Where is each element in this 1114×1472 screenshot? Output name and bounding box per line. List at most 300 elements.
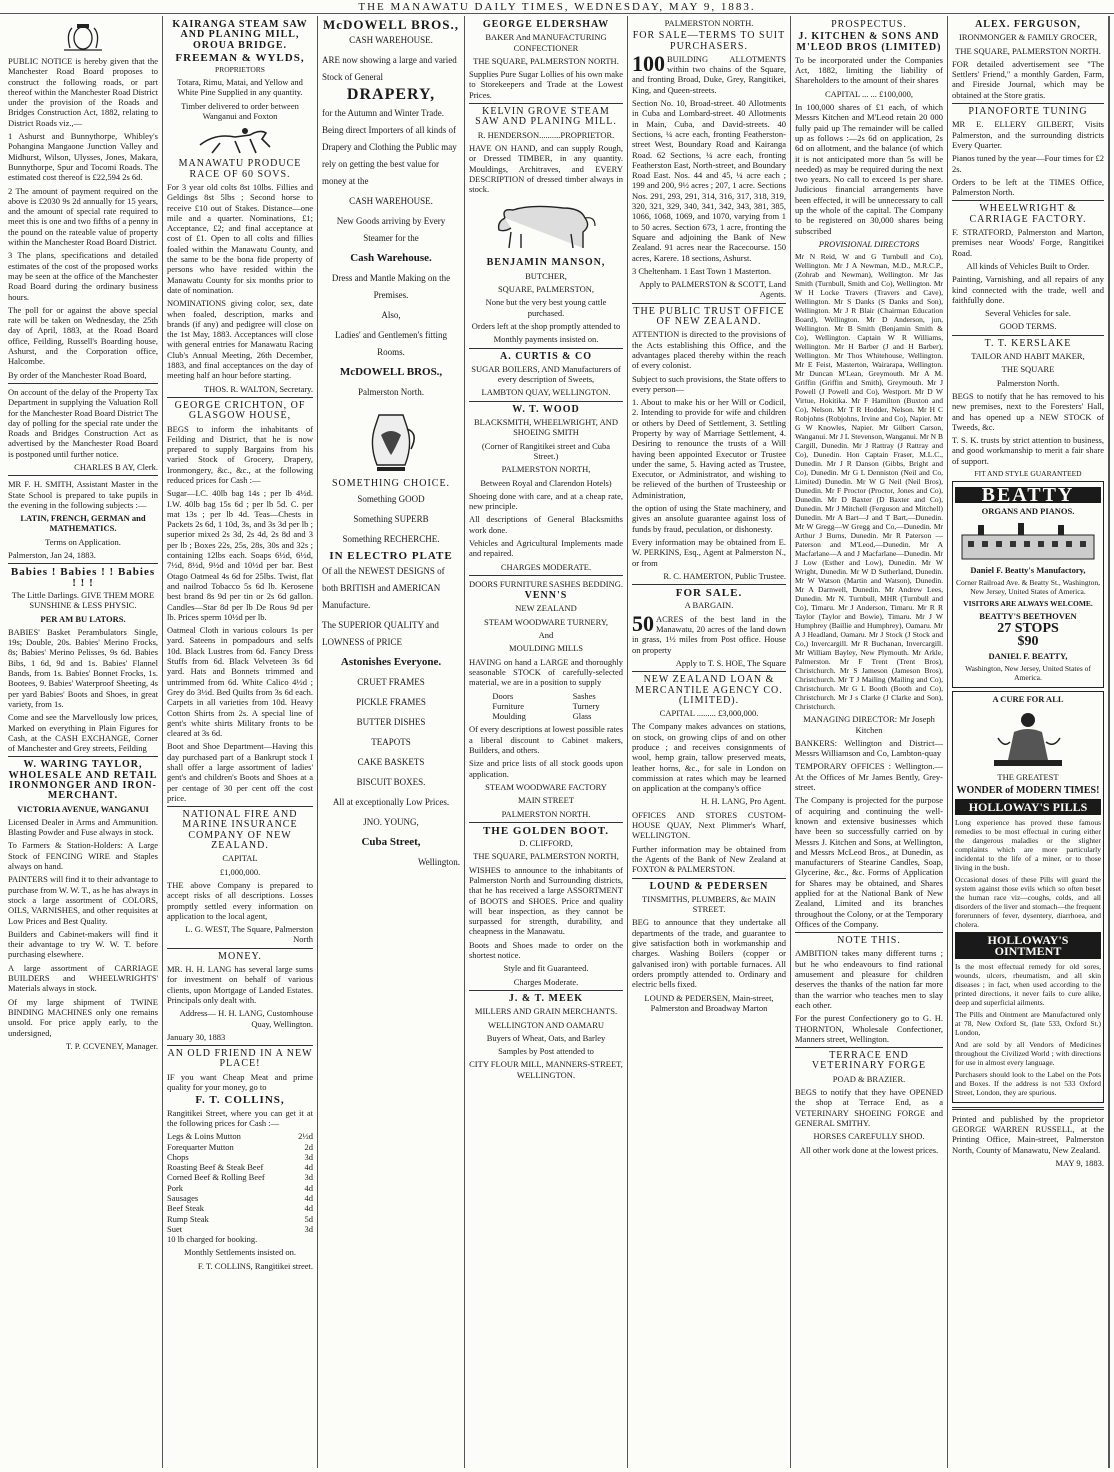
venn-item: Furniture: [492, 700, 524, 711]
collins-signature: F. T. COLLINS, Rangitikei street.: [197, 1260, 313, 1271]
baker-sub: BAKER And MANUFACTURING CONFECTIONER: [485, 32, 607, 53]
crichton-heading: GEORGE CRICHTON, OF GLASGOW HOUSE,: [174, 399, 306, 422]
wellington-label: Wellington.: [417, 857, 460, 868]
painters-ad: PAINTERS will find it to their advantage to purchase from W. W. T., as he has always in stock a large assortment of COLORS, OILS, VARNISHES, and other requisites at Low Prices and Best Quality.: [8, 874, 158, 926]
waring-address: VICTORIA AVENUE, WANGANUI: [17, 803, 149, 814]
mcdowell-signature: McDOWELL BROS.,: [339, 365, 443, 378]
divider: [167, 806, 313, 807]
lang-further: Further information may be obtained from the Agents of the Bank of New Zealand at FOXTON & PALMERSTON.: [632, 843, 786, 875]
fifty-acres-body: 50 ACRES of the best land in the Manawatu, 20 acres of the land down in grass, 1½ miles from Post office. House on property: [632, 610, 786, 655]
masthead: THE MANAWATU DAILY TIMES, WEDNESDAY, MAY 9, 1883.: [0, 0, 1114, 14]
notice-item-1: 1 Ashurst and Bunnythorpe, Whibley's Pohangina Mangaone Junction Valley and Midhurst, Wilson, Ulysses, Jones, Makara, Bunnythorpe, Spur and Tocomi Roads. The estimated cost thereof is £22,594 2s 6d.: [8, 131, 158, 183]
electro-plate-heading: IN ELECTRO PLATE: [329, 549, 453, 562]
horses-shod: HORSES CAREFULLY SHOD.: [813, 1131, 925, 1142]
crichton-price-list: Sugar—I.C. 40lb bag 14s ; per lb 4½d. I.W. 40lb bag 15s 6d ; per lb 5d. C. per mat 13s ; per lb 4d. Teas—Chests in Packets 2s 6d, 1 10d, 3s, and 3s 3d per lb ; superior mixed 2s 3d, 2s 4d, 2s 8d and 3 per lb ; Boxes 22s, 25s, 28s, 30s and 32s ; containing 12lbs each. Soaps 6½d, 6½d, 7½d, 8½d, 9½d and 10½d per bar. Best Otago Oatmeal 4s 6d for 25lbs. Twist, flat and nailrod Tobacco 5s 6d lb. Kerosene best brand 8s 9d per tin or 2s 6d gallon. Candles—Star 8d per lb De Rous 9d per lb. Prices sperm 10½d per lb.: [167, 488, 313, 622]
column-6: [791, 16, 947, 1468]
notice-item-2: 2 The amount of payment required on the above is £2030 9s 2d annually for 15 years, and the amount of special rate required to meet this is one and two fifths of a penny in the pound on the rateable value of property within the Manchester Road Board District.: [8, 185, 158, 248]
meat-price-row: [167, 1214, 313, 1224]
eldershaw-heading: GEORGE ELDERSHAW: [482, 19, 610, 30]
lound-sub: TINSMITHS, PLUMBERS, &c MAIN STREET.: [642, 893, 776, 915]
money-address: Address— H. H. LANG, Customhouse Quay, Wellington.: [179, 1008, 313, 1029]
insurance-body: THE above Company is prepared to accept risks of all descriptions. Losses promptly settled every information on application to the local agent,: [167, 879, 313, 921]
henderson-proprietor: R. HENDERSON..........PROPRIETOR.: [477, 129, 615, 140]
holloway-pills-heading: HOLLOWAY'S PILLS: [955, 799, 1101, 815]
coat-of-arms-icon: [56, 22, 110, 52]
meat-price-row: [167, 1203, 313, 1213]
meat-price-row: [167, 1131, 313, 1141]
meat-item: Pork: [167, 1182, 184, 1193]
ferguson-sub: IRONMONGER & FAMILY GROCER,: [959, 32, 1097, 43]
newspaper-page: [4, 16, 1110, 1468]
prospectus-body: In 100,000 shares of £1 each, of which Messrs Kitchen and M'Leod retain 20 000 fully paid up The remainder will be called up as follows :—2s 6d on application, 2s 6d on allotment, and the balance (of which it is not anticipated more than 5s will be needed) as may be required during the next two years. No call to exceed 1s per share. Judicious financial arrangements have been effected, it will be unnecessary to call up the whole of the capital. The Company to be registered on 30,000 shares being subscribed: [795, 102, 943, 236]
lound-heading: LOUND & PEDERSEN: [649, 880, 769, 892]
mcdowell-heading: McDOWELL BROS.,: [323, 17, 459, 32]
holloway-warning: Purchasers should look to the Label on the Pots and Boxes. If the address is not 533 Oxford Street, London, they are spurious.: [955, 1069, 1101, 1097]
collins-intro: IF you want Cheap Meat and prime quality for your money, go to: [167, 1071, 313, 1093]
babies-close: Come and see the Marvellously low prices, Marked on everything in Plain Figures for Cash, at the CASH EXCHANGE, Corner of Manchester and Grey streets, Feilding: [8, 712, 158, 754]
meat-price-list: [167, 1131, 313, 1234]
mcdowell-body-1: ARE now showing a large and varied Stock of General: [322, 55, 457, 83]
something-choice: SOMETHING CHOICE.: [331, 477, 451, 489]
venn-factory: STEAM WOODWARE FACTORY: [485, 781, 607, 792]
kerslake-palmerston: Palmerston North.: [996, 377, 1060, 388]
prospectus-heading: PROSPECTUS.: [831, 19, 907, 30]
wood-charges: CHARGES MODERATE.: [500, 561, 592, 572]
ferguson-body: FOR detailed advertisement see "The Settlers' Friend," a monthly Garden, Farm, and Fireside Journal, which may be obtained at the Store gratis.: [952, 58, 1104, 100]
beatty-logo: BEATTY: [955, 487, 1101, 503]
beatty-visitors: VISITORS ARE ALWAYS WELCOME.: [963, 598, 1093, 608]
column-3: [318, 16, 464, 1468]
mcdowell-body-2: for the Autumn and Winter Trade. Being direct Importers of all kinds of Drapery and Clothing the Public may rely on getting the best value for money at the: [322, 107, 457, 186]
cuba-street: Cuba Street,: [361, 836, 421, 849]
trust-subject: Subject to such provisions, the State offers to every person—: [632, 373, 786, 394]
golden-boot-heading: THE GOLDEN BOOT.: [482, 824, 610, 837]
cash-warehouse: CASH WAREHOUSE.: [349, 195, 433, 206]
designs-body: Of all the NEWEST DESIGNS of both BRITISH and AMERICAN Manufacture.: [322, 566, 445, 611]
column-4: [465, 16, 627, 1468]
for-sale-2: FOR SALE.: [675, 587, 743, 600]
hundred-number: 100: [632, 50, 665, 76]
divider: [469, 990, 623, 991]
holloway-ointment-heading: HOLLOWAY'S OINTMENT: [955, 932, 1101, 959]
divider: [632, 584, 786, 585]
timber-delivery: Timber delivered to order between Wanganui and Foxton: [181, 100, 299, 122]
meat-item: Forequarter Mutton: [167, 1141, 234, 1152]
printed-by: Printed and published by the proprietor GEORGE WARREN RUSSELL, at the Printing Office, Main-street, Palmerston North, County of Manawatu, New Zealand.: [952, 1113, 1104, 1155]
fencing-wire-ad: To Farmers & Station-Holders: A Large Stock of FENCING WIRE and Staples always on hand.: [8, 840, 158, 872]
lound-body: BEG to announce that they undertake all departments of the trade, and guarantee to give satisfaction both in workmanship and charges. Washing Boilers (copper or galvanised iron) with portable furnaces. All orders promptly attended to. Ordinary and electric bells fixed.: [632, 917, 786, 990]
column-5: [628, 16, 790, 1468]
factory-illustration-icon: [958, 521, 1098, 561]
divider: [8, 756, 158, 757]
trust-info: Every information may be obtained from E. W. PERKINS, Esq., Agent at Palmerston N., or from: [632, 536, 786, 568]
column-1: [4, 16, 162, 1468]
piano-body: MR E. ELLERY GILBERT, Visits Palmerston, and the surrounding districts Every Quarter.: [952, 119, 1104, 150]
crichton-boots: Boot and Shoe Department—Having this day purchased part of a Bankrupt stock I shall offer a large assortment of ladies' gent's and children's Boots and Shoes at a per centage of 30 per cent off the cost price.: [167, 741, 313, 803]
venn-item: Turnery: [572, 700, 600, 711]
meek-samples: Samples by Post attended to: [498, 1046, 594, 1057]
divider: [469, 348, 623, 349]
freeman-wylds-heading: FREEMAN & WYLDS,: [175, 51, 305, 64]
hoe-signature: Apply to T. S. HOE, The Square: [675, 657, 786, 668]
palmerston-top: PALMERSTON NORTH.: [664, 18, 754, 28]
manson-body: None but the very best young cattle purchased.: [485, 297, 607, 318]
manager-signature: T. P. CCVENEY, Manager.: [65, 1040, 158, 1051]
stratford-several: Several Vehicles for sale.: [985, 308, 1071, 319]
divider: [8, 383, 158, 384]
venn-items-column: [573, 691, 600, 722]
venn-item: Glass: [572, 711, 592, 722]
beatty-signature: DANIEL F. BEATTY,: [988, 650, 1068, 661]
managing-director: MANAGING DIRECTOR: Mr Joseph Kitchen: [803, 714, 935, 735]
meat-price-row: [167, 1152, 313, 1162]
lound-signature: LOUND & PEDERSEN, Main-street, Palmerston and Broadway Marton: [644, 992, 774, 1013]
waring-taylor-heading: W. WARING TAYLOR, WHOLESALE AND RETAIL IRONMONGER AND IRON-MERCHANT.: [8, 759, 158, 802]
venn-main: MAIN STREET: [518, 795, 574, 806]
beatty-price: $90: [1017, 634, 1039, 650]
also-label: Also,: [381, 309, 401, 320]
builders-ad: Builders and Cabinet-makers will find it their advantage to try W. W. T. before purchasing elsewhere.: [8, 928, 158, 960]
divider: [952, 103, 1104, 104]
proprietors-label: PROPRIETORS: [215, 65, 265, 75]
meat-price: 3d: [304, 1172, 313, 1183]
divider: [632, 878, 786, 879]
beatty-address: Corner Railroad Ave. & Beatty St., Washington, New Jersey, United States of America.: [955, 577, 1101, 596]
note-body: AMBITION takes many different turns ; but he who endeavours to find rational amusement and pleasure for children deserves the thanks of the nation far more than the warrior who teaches men to slay each other.: [795, 948, 943, 1010]
venn-item: Moulding: [492, 711, 526, 722]
eldershaw-address: THE SQUARE, PALMERSTON NORTH.: [473, 55, 619, 66]
cure-for-all: A CURE FOR ALL: [992, 694, 1064, 705]
divider: [167, 397, 313, 398]
smith-subjects: LATIN, FRENCH, GERMAN and MATHEMATICS.: [20, 513, 146, 534]
new-goods: New Goods arriving by Every Steamer for the: [336, 215, 446, 243]
plate-item: PICKLE FRAMES: [356, 697, 426, 708]
meek-body: Buyers of Wheat, Oats, and Barley: [486, 1032, 606, 1043]
kerslake-sub: TAILOR AND HABIT MAKER,: [971, 351, 1085, 362]
ointment-body: Is the most effectual remedy for old sores, wounds, ulcers, rheumatism, and all skin diseases ; in fact, when used according to the printed directions, it never fails to cure alike, deep and superficial ailments.: [955, 961, 1101, 1007]
manson-monthly: Monthly payments insisted on.: [493, 334, 599, 345]
wood-vehicles: Vehicles and Agricultural Implements made and repaired.: [469, 537, 623, 559]
jug-illustration-icon: [361, 405, 421, 475]
beatty-stops: 27 STOPS: [997, 621, 1059, 637]
temporary-offices: TEMPORARY OFFICES : Wellington.—At the Offices of Mr James Bently, Grey-street.: [795, 761, 943, 793]
divider: [469, 575, 623, 576]
mcdowell-palmerston: Palmerston North.: [358, 386, 424, 397]
wood-between: Between Royal and Clarendon Hotels): [480, 477, 612, 488]
plate-items-list: [322, 674, 460, 791]
astonishes: Astonishes Everyone.: [340, 656, 442, 669]
venn-body-2: Of every descriptions at lowest possible rates a liberal discount to Cabinet makers, Builders, and others.: [469, 724, 623, 756]
divider: [632, 303, 786, 304]
lang-signature: H. H. LANG, Pro Agent.: [701, 796, 786, 807]
babies-body: BABIES' Basket Perambulators Single, 19s; Double, 20s. Babies' Merino Frocks, 8s; Babies' Merino Pelisses, 9s 6d. Babies Bibs, 1 6d, 9d and 1s. Babies' Flannel Bands, from 1s. Babies' Bonnet Frocks, 1s. Bootees, 9. Babies' Waterproof Sheeting, 4s per yard Babies' Boots and Shoes, in great variety, from 1s.: [8, 626, 158, 709]
beatty-advert: [952, 481, 1104, 688]
meat-price: 2½d: [298, 1131, 313, 1142]
money-heading: MONEY.: [218, 950, 262, 962]
beatty-beethoven: BEATTY'S BEETHOVEN: [979, 610, 1077, 621]
collins-settle: Monthly Settlements insisted on.: [184, 1247, 296, 1258]
seated-figure-illustration-icon: [978, 708, 1078, 768]
meat-item: Beef Steak: [167, 1203, 205, 1214]
venn-body: HAVING on hand a LARGE and thoroughly seasonable STOCK of carefully-selected material, we are in a position to supply: [469, 656, 623, 688]
wonder-heading: WONDER of MODERN TIMES!: [956, 784, 1100, 796]
something-superb: Something SUPERB: [353, 513, 429, 524]
divider: [8, 563, 158, 564]
other-work: All other work done at the lowest prices.: [799, 1144, 939, 1155]
note-this-heading: NOTE THIS.: [837, 935, 901, 947]
divider: [952, 335, 1104, 336]
meat-price-row: [167, 1142, 313, 1152]
meek-heading: J. & T. MEEK: [508, 992, 584, 1004]
sale-apply: Apply to PALMERSTON & SCOTT, Land Agents.: [639, 279, 786, 300]
hamerton-signature: R. C. HAMERTON, Public Trustee.: [663, 570, 786, 581]
money-date: January 30, 1883: [167, 1031, 226, 1042]
curtis-address: LAMBTON QUAY, WELLINGTON.: [481, 387, 611, 398]
collins-heading: AN OLD FRIEND IN A NEW PLACE!: [167, 1048, 313, 1070]
nominations-body: NOMINATIONS giving color, sex, date when foaled, description, marks and brands (if any) and pedigree will close on the 1st May, 1883. Acceptances will close with general entries for Manawatu Racing Club's Annual Meeting, 26th December, 1883, and final acceptances on the day of meeting half an hour before starting.: [167, 298, 313, 381]
kerslake-trusts: T. S. K. trusts by strict attention to business, and good workmanship to merit a fair share of support.: [952, 435, 1104, 466]
meat-price: 4d: [304, 1192, 313, 1203]
beatty-factory: Daniel F. Beatty's Manufactory,: [970, 564, 1086, 575]
notice-item-3: 3 The plans, specifications and detailed estimates of the cost of the proposed works may be seen at the office of the Manchester Road Board during the ordinary business hours.: [8, 250, 158, 302]
venn-nz: NEW ZEALAND: [515, 603, 577, 614]
trust-body: ATTENTION is directed to the provisions of the Acts establishing this Office, and the advantages placed thereby within the reach of every colonist.: [632, 329, 786, 371]
public-trust-heading: THE PUBLIC TRUST OFFICE OF NEW ZEALAND.: [633, 305, 785, 328]
babies-subheading: The Little Darlings. GIVE THEM MORE SUNSHINE & LESS PHYSIC.: [11, 589, 155, 611]
bull-illustration-icon: [491, 198, 601, 254]
fitting-rooms: Ladies' and Gentlemen's fitting Rooms.: [335, 329, 447, 357]
divider: [469, 401, 623, 402]
trust-list: 1. About to make his or her Will or Codicil, 2. Intending to provide for wife and children or others by Deed of Settlement, 3. Settling Property by way of Marriage Settlement, 4. Desiring to renounce the trusts of a Will having been appointed Executor or Trustee under the same, 5. Having acted as Trustee, Executor, or Administrator, and wishing to be relieved of the burthen of Trusteeship or Administration,: [632, 397, 786, 500]
something-good: Something GOOD: [357, 493, 425, 504]
sale-towns: 3 Cheltenham. 1 East Town 1 Masterton.: [632, 265, 772, 276]
meat-price-row: [167, 1183, 313, 1193]
crichton-intro: BEGS to inform the inhabitants of Feilding and District, that he is now prepared to supply Bargains from his varied Stock of Grocery, Drapery, Ironmongery, &c., &c., at the following reduced prices for Cash :—: [167, 423, 313, 485]
mcdowell-sub: CASH WAREHOUSE.: [349, 35, 433, 46]
smith-ad: MR F. H. SMITH, Assistant Master in the State School is prepared to take pupils in the evening in the following subjects :—: [8, 479, 158, 510]
clifford-charges: Charges Moderate.: [513, 976, 579, 987]
clifford-address: THE SQUARE, PALMERSTON NORTH,: [473, 851, 619, 862]
meat-price: 4d: [304, 1182, 313, 1193]
divider: [167, 1045, 313, 1046]
kerslake-body: BEGS to notify that he has removed to his new premises, next to the Foresters' Hall, and has opened up a NEW STOCK of Tweeds, &c.: [952, 390, 1104, 432]
meat-price: 4d: [304, 1162, 313, 1173]
meek-address: WELLINGTON AND OAMARU: [488, 1019, 604, 1030]
confectionery: For the purest Confectionery go to G. H. THORNTON, Wholesale Confectioner, Manners street, Wellington.: [795, 1013, 943, 1044]
kelvin-heading: KELVIN GROVE STEAM SAW AND PLANING MILL.: [475, 106, 617, 128]
ferguson-address: THE SQUARE, PALMERSTON NORTH.: [955, 45, 1101, 56]
plate-item: CRUET FRAMES: [357, 677, 425, 688]
stratford-painting: Painting, Varnishing, and all repairs of any kind connected with the trade, well and faithfully done.: [952, 274, 1104, 305]
notice-poll: The poll for or against the above special rate will be taken on Wednesday, the 25th day of April, 1883, at the Road Board office, Feilding, Russell's Boarding house, Ashurst, and the Corporation office, Halcombe.: [8, 304, 158, 367]
venn-left-label: DOORS FURNITURE: [469, 578, 548, 589]
clifford-body: WISHES to announce to the inhabitants of Palmerston North and Surrounding districts, that he has received a large ASSORTMENT of BOOTS and SHOES. Price and quality will bear inspection, as they cannot be surpassed for strength, durability, and cheapness in the Manawatu.: [469, 864, 623, 937]
meat-price: 3d: [304, 1151, 313, 1162]
greatest-label: THE GREATEST: [997, 772, 1059, 783]
wheelwright-heading: WHEELWRIGHT & CARRIAGE FACTORY.: [969, 203, 1087, 225]
divider: [469, 103, 623, 104]
babies-heading: Babies ! Babies ! ! Babies ! ! !: [10, 566, 156, 589]
meek-city: CITY FLOUR MILL, MANNERS-STREET, WELLINGTON.: [469, 1059, 623, 1080]
walton-signature: THOS. R. WALTON, Secretary.: [203, 383, 313, 394]
holloway-advert: [952, 691, 1104, 1103]
provisional-directors-heading: PROVISIONAL DIRECTORS: [818, 238, 920, 249]
poad-body: BEGS to notify that they have OPENED the shop at Terrace End, as a VETERINARY SHOEING FORGE and GENERAL SMITHY.: [795, 1087, 943, 1128]
plate-item: BISCUIT BOXES.: [356, 777, 426, 788]
meat-item: Roasting Beef & Steak Beef: [167, 1162, 264, 1173]
public-notice-intro: PUBLIC NOTICE is hereby given that the Manchester Road Board proposes to construct the following roads, or part thereof within the Manchester Road District under the provision of the Roads and Bridges Construction Act, 1882, relating to District Roads viz.,—: [8, 56, 158, 128]
meat-item: Suet: [167, 1223, 183, 1234]
curtis-heading: A. CURTIS & CO: [500, 350, 592, 362]
kelvin-body: HAVE ON HAND, and can supply Rough, or Dressed TIMBER, in any quantity. Mouldings, Architraves, and EVERY DESCRIPTION of dressed timber always in stock.: [469, 142, 623, 195]
timber-body: Totara, Rimu, Matai, and Yellow and White Pine Supplied in any quantity.: [177, 77, 303, 98]
sale-list: Section No. 10, Broad-street. 40 Allotments in Cuba and Lombard-street. 40 Allotments in Main, Cuba, and David-streets. 40 Sections, ¼ acre each, fronting Featherston-street West, Boundary Road and Kairanga Road. 62 Sections, ¼ acre each, fronting Featherston East, North-street, and Boundary Road East. Nos. 44 and 45, ¼ acre each ; 199 and 200, 9½ acres ; 207, 1 acre. Sections Nos. 291, 293, 291, 314, 316, 317, 318, 319, 320, 321, 329, 340, 341, 342, 343, 381, 385, 1066, 1068, 1069, and 1070, varying from 1 to 50 acres. Section 673, 1 acre, fronting the Square and adjoining the Bank of New Zealand. 91 acres near the Racecourse. 150 acres, Karere. 18 sections, Ashurst.: [632, 98, 786, 263]
young-name: JNO. YOUNG,: [363, 817, 419, 828]
kitchen-heading: J. KITCHEN & SONS AND M'LEOD BROS (LIMITED): [796, 31, 942, 53]
capital-value: £1,000,000.: [219, 866, 261, 877]
prospectus-capital: CAPITAL ... ... £100,000,: [824, 88, 914, 99]
stratford-vehicles: All kinds of Vehicles Built to Order.: [966, 260, 1090, 271]
wood-palmerston: PALMERSTON NORTH,: [501, 464, 591, 475]
prospectus-intro: To be incorporated under the Companies Act, 1882, limiting the liability of Shareholders to the amount of their shares: [795, 54, 943, 86]
piano-heading: PIANOFORTE TUNING: [968, 106, 1088, 118]
racehorse-icon: [190, 125, 290, 155]
column-7: [948, 16, 1108, 1468]
divider: [795, 1047, 943, 1048]
stratford-terms: GOOD TERMS.: [999, 321, 1057, 332]
meat-price: 4d: [304, 1203, 313, 1214]
race-heading: MANAWATU PRODUCE RACE OF 60 SOVS.: [178, 158, 302, 180]
collins-name: F. T. COLLINS,: [195, 1094, 285, 1107]
notice-order: By order of the Manchester Road Board,: [8, 369, 147, 380]
butcher-label: BUTCHER,: [525, 270, 567, 281]
eldershaw-body: Supplies Pure Sugar Lollies of his own make to Storekeepers and Trade at the Lowest Prices.: [469, 69, 623, 100]
carriage-ad: A large assortment of CARRIAGE BUILDERS and WHEELWRIGHTS' Materials always in stock.: [8, 962, 158, 994]
lang-offices: OFFICES AND STORES CUSTOM-HOUSE QUAY, Next Plimmer's Wharf, WELLINGTON.: [632, 809, 786, 841]
venn-item: Sashes: [572, 690, 596, 701]
divider: [469, 822, 623, 823]
holloway-body: Long experience has proved these famous remedies to be most effectual in curing either the dangerous maladies or the slighter complaints which are more particularly incidental to the life of a miner, or to those living in the bush.: [955, 818, 1101, 873]
manson-heading: BENJAMIN MANSON,: [486, 257, 606, 269]
curtis-sub: SUGAR BOILERS, AND Manufacturers of every description of Sweets,: [471, 363, 621, 385]
meat-price: 5d: [304, 1213, 313, 1224]
meat-price-row: [167, 1162, 313, 1172]
divider: [795, 932, 943, 933]
venn-heading: VENN'S: [524, 590, 568, 602]
collins-body: Rangitikei Street, where you can get it at the following prices for Cash :—: [167, 1107, 313, 1128]
prospectus-objects: The Company is projected for the purpose of acquiring and continuing the well-known and extensive businesses which have been so successfully carried on by Messrs J. Kitchen and Sons, at Wellington, and Messrs McLeod Bros., at Dunedin, as manufacturers of Stearine Candles, Soap, Glycerine, &c., &c. Forms of Application for Shares may be obtained, and Shares applied for at the National Bank of New Zealand, Limited and its branches throughout the Colony, or at the Temporary Offices of the Company.: [795, 795, 943, 929]
clifford-boots: Boots and Shoes made to order on the shortest notice.: [469, 939, 623, 961]
manson-address: SQUARE, PALMERSTON,: [497, 284, 595, 295]
smith-terms: Terms on Application.: [45, 536, 121, 547]
fifty-number: 50: [632, 610, 654, 636]
venn-size: Size and price lists of all stock goods upon application.: [469, 758, 623, 779]
clifford-style: Style and fit Guaranteed.: [503, 963, 589, 974]
quality-body: The SUPERIOR QUALITY and LOWNESS of PRICE: [322, 620, 439, 648]
delay-signature: CHARLES B AY, Clerk.: [74, 461, 158, 472]
manson-orders: Orders left at the shop promptly attended to: [471, 320, 621, 331]
meat-item: Rump Steak: [167, 1213, 209, 1224]
venn-steam: STEAM WOODWARE TURNERY,: [484, 616, 608, 627]
something-recherche: Something RECHERCHE.: [342, 533, 440, 544]
beatty-sub: ORGANS AND PIANOS.: [981, 506, 1075, 517]
meat-price: 2d: [304, 1141, 313, 1152]
crichton-price-list-2: Oatmeal Cloth in various colours 1s per yard. Sateens in pompadours and selfs 10d. Black Lustres from 6d. Fancy Dress Stuffs from 6d. Black Velveteen 3s 6d yard. Hats and Bonnets trimmed and untrimmed from 6d. White Calico 4½d ; Grey do 3½d. Bed Quilts from 3s 6d each. Carpets in all varieties from 10d. Heavy Cotton Shirts from 2s. A special line of gent's white shirts Military fronts to be cleared at 3s 6d.: [167, 625, 313, 739]
meat-item: Legs & Loins Mutton: [167, 1131, 241, 1142]
terrace-heading: TERRACE END VETERINARY FORGE: [811, 1050, 927, 1072]
allotments-body: 100 BUILDING ALLOTMENTS within two chains of the Square, and fronting Broad, Duke, Grey, Rangitikei, King, and Queen-streets.: [632, 50, 786, 95]
wood-heading: W. T. WOOD: [512, 403, 580, 415]
column-2: [163, 16, 317, 1468]
waring-body: Licensed Dealer in Arms and Ammunition. Blasting Powder and Fuse always in stock.: [8, 816, 158, 838]
nz-loan-capital: CAPITAL ......... £3,000,000.: [659, 708, 759, 719]
venn-item: Doors: [492, 690, 514, 701]
venn-and: And: [538, 630, 554, 641]
piano-orders: Orders to be left at the TIMES Office, Palmerston North.: [952, 176, 1104, 198]
kerslake-heading: T. T. KERSLAKE: [984, 337, 1072, 349]
stratford-body: F. STRATFORD, Palmerston and Marton, premises near Woods' Forge, Rangitikei Road.: [952, 227, 1104, 258]
beatty-nj: Washington, New Jersey, United States of America.: [965, 664, 1091, 683]
delay-notice: On account of the delay of the Property Tax Department in supplying the Valuation Roll for the Manchester Road Board District The day of polling for the special rate under the Roads and Bridges Construction Act as advertised by the Manchester Road Board is postponed until further notice.: [8, 386, 158, 459]
divider: [8, 475, 158, 476]
meat-price: 3d: [304, 1223, 313, 1234]
meat-item: Sausages: [167, 1192, 199, 1203]
kairanga-heading: KAIRANGA STEAM SAW AND PLANING MILL, OROUA BRIDGE.: [172, 19, 308, 51]
fit-style: FIT AND STYLE GUARANTEED: [974, 468, 1082, 478]
meat-item: Chops: [167, 1151, 189, 1162]
babies-perambulators: PER AM BU LATORS.: [40, 613, 126, 624]
holloway-sold: And are sold by all Vendors of Medicines throughout the Civilized World ; with directions for use in almost every language.: [955, 1039, 1101, 1067]
venn-palmerston: PALMERSTON NORTH.: [501, 808, 591, 819]
capital-label: CAPITAL: [222, 853, 258, 864]
wood-address: (Corner of Rangitikei street and Cuba Street.): [481, 440, 611, 461]
clifford-name: D. CLIFFORD,: [519, 838, 573, 849]
cash-warehouse-2: Cash Warehouse.: [350, 251, 432, 264]
wood-body: Shoeing done with care, and at a cheap rate, new principle.: [469, 490, 623, 512]
trust-option: the option of using the State machinery, and gives an ansolute guarantee against loss of funds by fraud, peculation, or dishonesty.: [632, 503, 786, 534]
printed-date: MAY 9, 1883.: [1055, 1158, 1104, 1169]
venn-top-labels: [469, 579, 623, 589]
dress-making: Dress and Mantle Making on the Premises.: [331, 272, 451, 300]
venn-items: [469, 691, 623, 722]
divider: [632, 671, 786, 672]
collins-booking: 10 lb charged for booking.: [167, 1234, 258, 1245]
race-body: For 3 year old colts 8st 10lbs. Fillies and Geldings 8st 5lbs ; Second horse to receive £10 out of Stakes. Distance—one mile and a quarter. Nominations, £1; Acceptance, £2; and final acceptance at cost of £1. Open to all colts and fillies foaled within the Manawatu County, and the same to be the bona fide property of persons who have resided within the Manawatu County for six months prior to date of nomination.: [167, 181, 313, 295]
venn-mills: MOULDING MILLS: [509, 643, 583, 654]
piano-tuned: Pianos tuned by the year—Four times for £2 2s.: [952, 153, 1104, 174]
meat-price-row: [167, 1193, 313, 1203]
ferguson-heading: ALEX. FERGUSON,: [975, 19, 1081, 30]
low-prices: All at exceptionally Low Prices.: [332, 797, 450, 808]
west-signature: L. G. WEST, The Square, Palmerston North: [185, 924, 313, 945]
bankers: BANKERS: Wellington and District—Messrs Williamson and Co, Lambton-quay: [795, 737, 943, 759]
divider: [952, 1107, 1104, 1110]
meat-item: Corned Beef & Rolling Beef: [167, 1172, 265, 1183]
meat-price-row: [167, 1172, 313, 1182]
wood-sub: BLACKSMITH, WHEELWRIGHT, AND SHOEING SMITH: [473, 417, 618, 438]
venn-items-column: [492, 691, 526, 722]
poad-brazier: POAD & BRAZIER.: [832, 1073, 906, 1084]
shipment-ad: Of my large shipment of TWINE BINDING MACHINES only one remains unsold. For price apply early, to the undersigned,: [8, 996, 158, 1038]
insurance-heading: NATIONAL FIRE AND MARINE INSURANCE COMPANY OF NEW ZEALAND.: [182, 809, 298, 852]
divider: [167, 948, 313, 949]
meat-price-row: [167, 1224, 313, 1234]
nz-loan-heading: NEW ZEALAND LOAN & MERCANTILE AGENCY CO. (LIMITED).: [635, 674, 783, 706]
plate-item: BUTTER DISHES: [356, 717, 426, 728]
meek-sub: MILLERS AND GRAIN MERCHANTS.: [474, 1006, 618, 1017]
smith-date: Palmerston, Jan 24, 1883.: [8, 550, 96, 561]
plate-item: TEAPOTS: [371, 737, 411, 748]
